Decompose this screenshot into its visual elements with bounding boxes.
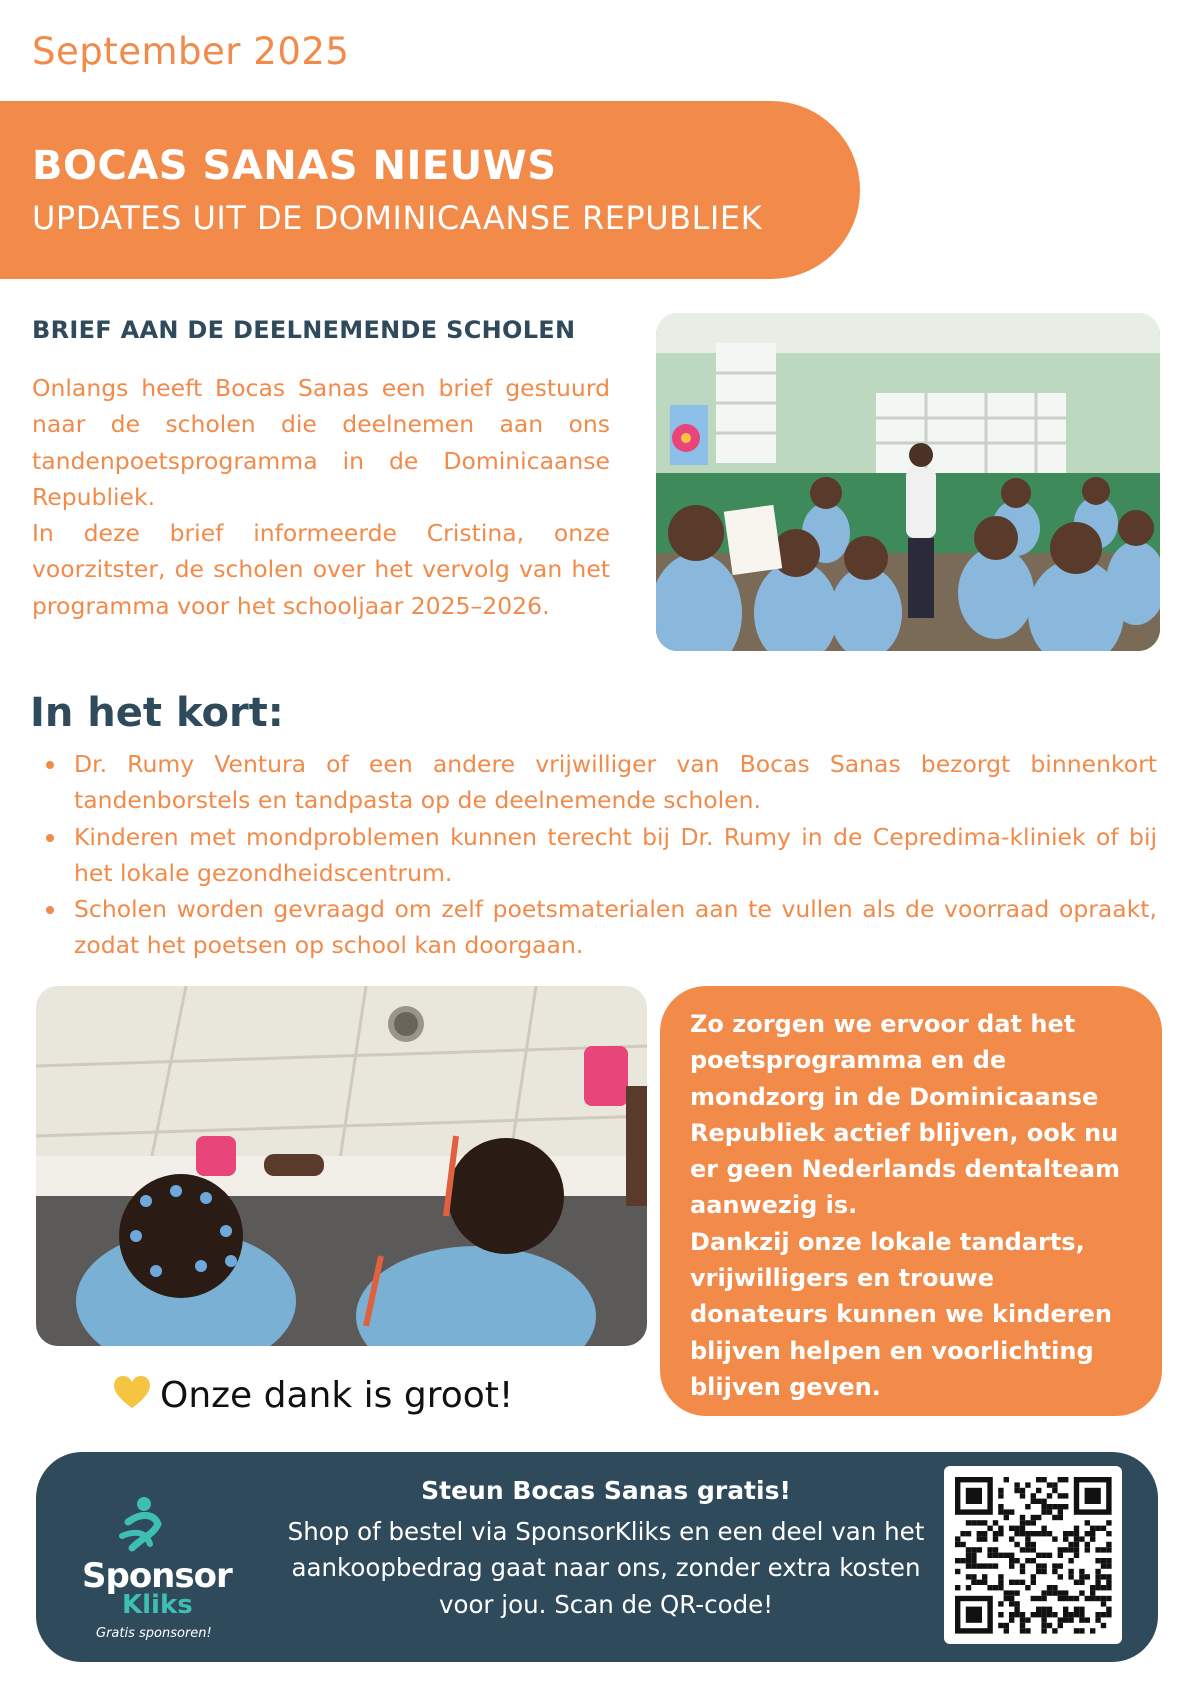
footer-banner xyxy=(36,1452,1158,1662)
footer-title: Steun Bocas Sanas gratis! xyxy=(421,1476,791,1505)
sponsorkliks-logo xyxy=(58,1492,232,1641)
bullet-icon xyxy=(46,761,54,769)
list-item xyxy=(42,891,1157,964)
list-item-text: Kinderen met mondproblemen kunnen terecht bij Dr. Rumy in de Cepredima-kliniek of bij het lokale gezondheidscentrum. xyxy=(74,822,1157,887)
thanks-line xyxy=(114,1372,513,1418)
newsletter-title: BOCAS SANAS NIEUWS xyxy=(32,143,557,189)
newsletter-subtitle: UPDATES UIT DE DOMINICAANSE REPUBLIEK xyxy=(32,199,763,237)
footer-text: Shop of bestel via SponsorKliks en een deel van het aankoopbedrag gaat naar ons, zonder extra kosten voor jou. Scan de QR-code! xyxy=(287,1517,925,1619)
logo-word-kliks: Kliks xyxy=(122,1590,193,1620)
letter-paragraph-2: In deze brief informeerde Cristina, onze voorzitster, de scholen over het vervolg van het programma voor het schooljaar 2025–2026. xyxy=(32,519,610,620)
header-banner xyxy=(0,101,860,279)
letter-text xyxy=(32,370,610,624)
callout-text-2: Dankzij onze lokale tandarts, vrijwilligers en trouwe donateurs kunnen we kinderen blijven helpen en voorlichting blijven geven. xyxy=(690,1227,1112,1401)
list-item-text: Scholen worden gevraagd om zelf poetsmaterialen aan te vullen als de voorraad opraakt, zodat het poetsen op school kan doorgaan. xyxy=(74,895,1157,960)
toothbrushing-photo xyxy=(36,986,647,1346)
summary-heading: In het kort: xyxy=(30,690,284,736)
list-item-text: Dr. Rumy Ventura of een andere vrijwilliger van Bocas Sanas bezorgt binnenkort tandenborstels en tandpasta op de deelnemende scholen. xyxy=(74,750,1157,815)
logo-tagline: Gratis sponsoren! xyxy=(96,1626,212,1641)
runner-icon xyxy=(58,1492,218,1562)
yellow-heart-icon xyxy=(114,1376,150,1414)
bullet-icon xyxy=(46,906,54,914)
letter-paragraph-1: Onlangs heeft Bocas Sanas een brief gestuurd naar de scholen die deelnemen aan ons tandenpoetsprogramma in de Dominicaanse Republiek. xyxy=(32,374,610,511)
newsletter-date: September 2025 xyxy=(32,30,350,73)
qr-code[interactable] xyxy=(944,1466,1122,1644)
logo-word-sponsor: Sponsor xyxy=(82,1556,232,1596)
classroom-photo xyxy=(656,313,1160,651)
summary-list xyxy=(42,746,1157,964)
callout-box xyxy=(660,986,1162,1416)
thanks-text: Onze dank is groot! xyxy=(160,1374,514,1416)
list-item xyxy=(42,746,1157,819)
letter-heading: BRIEF AAN DE DEELNEMENDE SCHOLEN xyxy=(32,316,576,344)
list-item xyxy=(42,819,1157,892)
bullet-icon xyxy=(46,834,54,842)
callout-text xyxy=(690,1006,1140,1405)
callout-text-1: Zo zorgen we ervoor dat het poetsprogramma en de mondzorg in de Dominicaanse Republiek actief blijven, ook nu er geen Nederlands dentalteam aanwezig is. xyxy=(690,1010,1121,1220)
